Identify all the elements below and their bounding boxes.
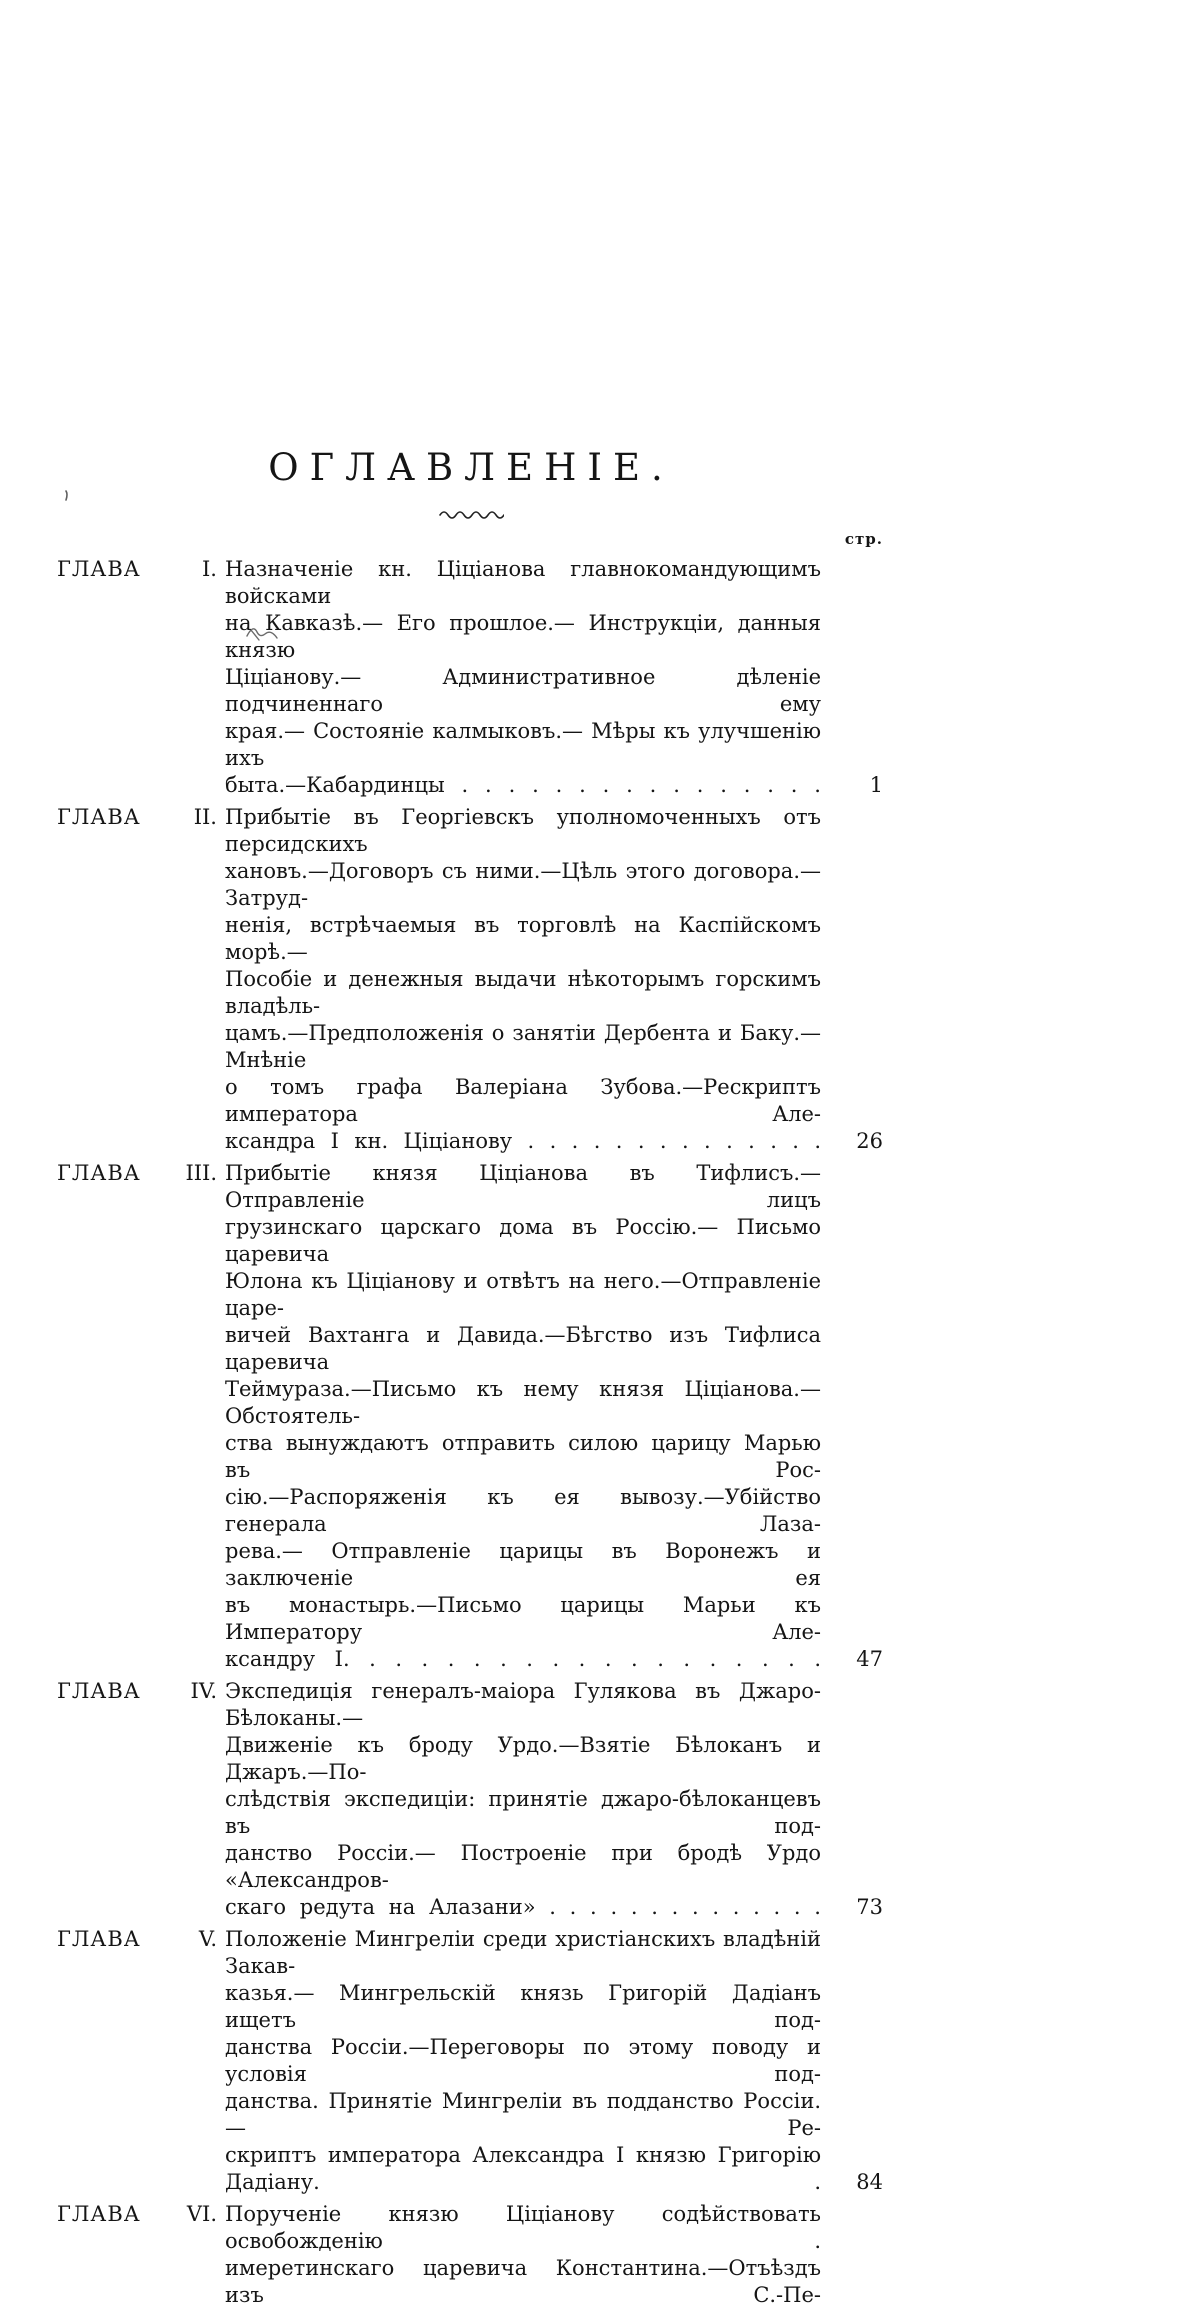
toc-line: Прибытіе князя Ціціанова въ Тифлисъ.—Отправленіе лицъ: [225, 1161, 821, 1213]
chapter-page-number: 26: [856, 1129, 883, 1154]
toc-entry: [57, 804, 885, 1155]
toc-line: ства вынуждаютъ отправить силою царицу Марью въ Рос-: [225, 1431, 821, 1483]
toc-line: слѣдствія экспедиціи: принятіе джаро-бѣлоканцевъ въ под-: [225, 1787, 821, 1839]
chapter-numeral: VI.: [186, 2202, 217, 2227]
toc-line: ненія, встрѣчаемыя въ торговлѣ на Каспійскомъ морѣ.—: [225, 913, 821, 965]
toc-page: [57, 0, 885, 2309]
chapter-label: ГЛАВА: [57, 2202, 141, 2227]
chapter-label: ГЛАВА: [57, 1927, 141, 1952]
chapter-numeral: IV.: [190, 1679, 217, 1704]
chapter-page-number: 47: [856, 1647, 883, 1672]
toc-line: имеретинскаго царевича Константина.—Отъѣздъ изъ С.-Пе-: [225, 2256, 821, 2308]
toc-line: о томъ графа Валеріана Зубова.—Рескриптъ императора Але-: [225, 1075, 821, 1127]
toc-line: ксандру I. . . . . . . . . . . . . . . . . . .: [225, 1647, 821, 1672]
toc-line: края.— Состояніе калмыковъ.— Мѣры къ улучшенію ихъ: [225, 719, 821, 771]
chapter-page-number: 1: [869, 773, 883, 798]
chapter-description: [225, 1678, 821, 1921]
page-title: ОГЛАВЛЕНІЕ.: [268, 446, 674, 489]
toc-line: данства Россіи.—Переговоры по этому поводу и условія под-: [225, 2035, 821, 2087]
chapter-description: [225, 1926, 821, 2196]
toc-line: Теймураза.—Письмо къ нему князя Ціціанова.—Обстоятель-: [225, 1377, 821, 1429]
divider-squiggle: [57, 506, 885, 522]
chapter-numeral: III.: [185, 1161, 217, 1186]
toc-line: Пособіе и денежныя выдачи нѣкоторымъ горскимъ владѣль-: [225, 967, 821, 1019]
toc-line: скриптъ императора Александра I князю Григорію Дадіану. .: [225, 2143, 821, 2195]
toc-line: данства. Принятіе Мингреліи въ подданство Россіи. — Ре-: [225, 2089, 821, 2141]
chapter-description: [225, 1160, 821, 1673]
toc-line: въ монастырь.—Письмо царицы Марьи къ Императору Але-: [225, 1593, 821, 1645]
toc-entries: [57, 556, 885, 2309]
toc-line: Движеніе къ броду Урдо.—Взятіе Бѣлоканъ и Джаръ.—По-: [225, 1733, 821, 1785]
chapter-label: ГЛАВА: [57, 557, 141, 582]
chapter-numeral: V.: [198, 1927, 217, 1952]
toc-entry: [57, 1678, 885, 1921]
chapter-label: ГЛАВА: [57, 805, 141, 830]
toc-line: ксандра I кн. Ціціанову . . . . . . . . . . . . . .: [225, 1129, 821, 1154]
toc-line: Назначеніе кн. Ціціанова главнокомандующимъ войсками: [225, 557, 821, 609]
chapter-description: [225, 804, 821, 1155]
chapter-numeral: II.: [193, 805, 217, 830]
chapter-label: ГЛАВА: [57, 1161, 141, 1186]
chapter-page-number: 84: [856, 2170, 883, 2195]
toc-line: грузинскаго царскаго дома въ Россію.— Письмо царевича: [225, 1215, 821, 1267]
toc-line: казья.— Мингрельскій князь Григорій Дадіанъ ищетъ под-: [225, 1981, 821, 2033]
toc-line: сію.—Распоряженія къ ея вывозу.—Убійство генерала Лаза-: [225, 1485, 821, 1537]
toc-line: скаго редута на Алазани» . . . . . . . . . . . . . .: [225, 1895, 821, 1920]
toc-line: на Кавказѣ.— Его прошлое.— Инструкціи, данныя князю: [225, 611, 821, 663]
toc-entry: [57, 556, 885, 799]
toc-line: быта.—Кабардинцы . . . . . . . . . . . . . . . .: [225, 773, 821, 798]
toc-entry: [57, 2201, 885, 2309]
toc-line: данство Россіи.— Построеніе при бродѣ Урдо «Александров-: [225, 1841, 821, 1893]
chapter-description: [225, 556, 821, 799]
chapter-description: [225, 2201, 821, 2309]
toc-line: Порученіе князю Ціціанову содѣйствовать освобожденію .: [225, 2202, 821, 2254]
toc-line: Экспедиція генералъ-маіора Гулякова въ Джаро-Бѣлоканы.—: [225, 1679, 821, 1731]
toc-line: вичей Вахтанга и Давида.—Бѣгство изъ Тифлиса царевича: [225, 1323, 821, 1375]
ink-mark: [245, 620, 279, 648]
toc-line: Юлона къ Ціціанову и отвѣтъ на него.—Отправленіе царе-: [225, 1269, 821, 1321]
chapter-numeral: I.: [202, 557, 217, 582]
chapter-page-number: 73: [856, 1895, 883, 1920]
toc-line: цамъ.—Предположенія о занятіи Дербента и Баку.—Мнѣніе: [225, 1021, 821, 1073]
chapter-label: ГЛАВА: [57, 1679, 141, 1704]
toc-line: Прибытіе въ Георгіевскъ уполномоченныхъ отъ персидскихъ: [225, 805, 821, 857]
toc-line: Положеніе Мингреліи среди христіанскихъ владѣній Закав-: [225, 1927, 821, 1979]
toc-line: Ціціанову.— Административное дѣленіе подчиненнаго ему: [225, 665, 821, 717]
page-column-header: стр.: [844, 530, 883, 549]
toc-line: хановъ.—Договоръ съ ними.—Цѣль этого договора.—Затруд-: [225, 859, 821, 911]
squiggle-icon: [438, 507, 504, 521]
apostrophe-mark: [63, 486, 69, 507]
toc-entry: [57, 1160, 885, 1673]
toc-line: рева.— Отправленіе царицы въ Воронежъ и заключеніе ея: [225, 1539, 821, 1591]
toc-entry: [57, 1926, 885, 2196]
